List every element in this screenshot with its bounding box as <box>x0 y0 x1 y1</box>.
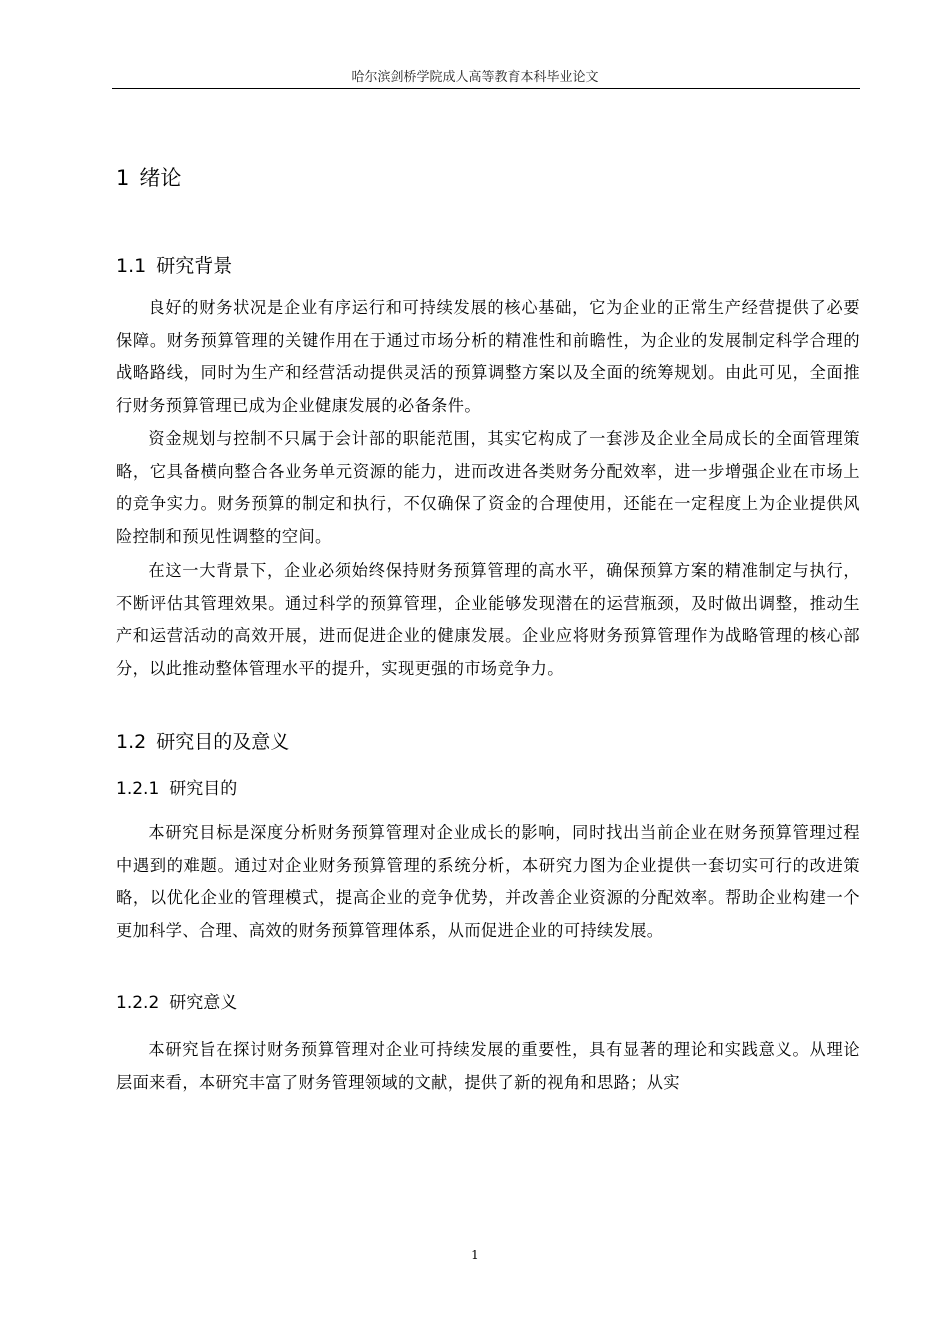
page-number: 1 <box>471 1248 479 1262</box>
subsection-title: 研究意义 <box>169 993 238 1013</box>
running-header: 哈尔滨剑桥学院成人高等教育本科毕业论文 <box>351 70 599 85</box>
section-title: 研究背景 <box>156 255 233 277</box>
paragraph-background-1: 良好的财务状况是企业有序运行和可持续发展的核心基础，它为企业的正常生产经营提供了必要保障。财务预算管理的关键作用在于通过市场分析的精准性和前瞻性，为企业的发展制定科学合理的战略路线，同时为生产和经营活动提供灵活的预算调整方案以及全面的统筹规划。由此可见，全面推行财务预算管理已成为企业健康发展的必备条件。 <box>116 298 860 415</box>
section-heading-1-1 <box>116 254 232 278</box>
section-heading-1-2 <box>116 730 289 754</box>
paragraph-purpose: 本研究目标是深度分析财务预算管理对企业成长的影响，同时找出当前企业在财务预算管理过程中遇到的难题。通过对企业财务预算管理的系统分析，本研究力图为企业提供一套切实可行的改进策略，以优化企业的管理模式，提高企业的竞争优势，并改善企业资源的分配效率。帮助企业构建一个更加科学、合理、高效的财务预算管理体系，从而促进企业的可持续发展。 <box>116 823 860 940</box>
section-title: 研究目的及意义 <box>156 731 290 753</box>
subsection-number: 1.2.2 <box>116 993 160 1013</box>
chapter-title: 绪论 <box>139 166 182 190</box>
paragraph-significance: 本研究旨在探讨财务预算管理对企业可持续发展的重要性，具有显著的理论和实践意义。从理论层面来看，本研究丰富了财务管理领域的文献，提供了新的视角和思路；从实 <box>116 1040 860 1092</box>
paragraph-background-2: 资金规划与控制不只属于会计部的职能范围，其实它构成了一套涉及企业全局成长的全面管理策略，它具备横向整合各业务单元资源的能力，进而改进各类财务分配效率，进一步增强企业在市场上的竞争实力。财务预算的制定和执行，不仅确保了资金的合理使用，还能在一定程度上为企业提供风险控制和预见性调整的空间。 <box>116 429 860 546</box>
paragraph-background-3: 在这一大背景下，企业必须始终保持财务预算管理的高水平，确保预算方案的精准制定与执行，不断评估其管理效果。通过科学的预算管理，企业能够发现潜在的运营瓶颈，及时做出调整，推动生产和运营活动的高效开展，进而促进企业的健康发展。企业应将财务预算管理作为战略管理的核心部分，以此推动整体管理水平的提升，实现更强的市场竞争力。 <box>116 561 860 678</box>
subsection-heading-1-2-1 <box>116 778 237 800</box>
subsection-number: 1.2.1 <box>116 779 160 799</box>
header-divider <box>112 88 860 89</box>
subsection-title: 研究目的 <box>169 779 238 799</box>
section-number: 1.1 <box>116 255 147 277</box>
chapter-number: 1 <box>116 166 130 190</box>
section-number: 1.2 <box>116 731 147 753</box>
subsection-heading-1-2-2 <box>116 992 237 1014</box>
chapter-heading <box>116 165 181 191</box>
